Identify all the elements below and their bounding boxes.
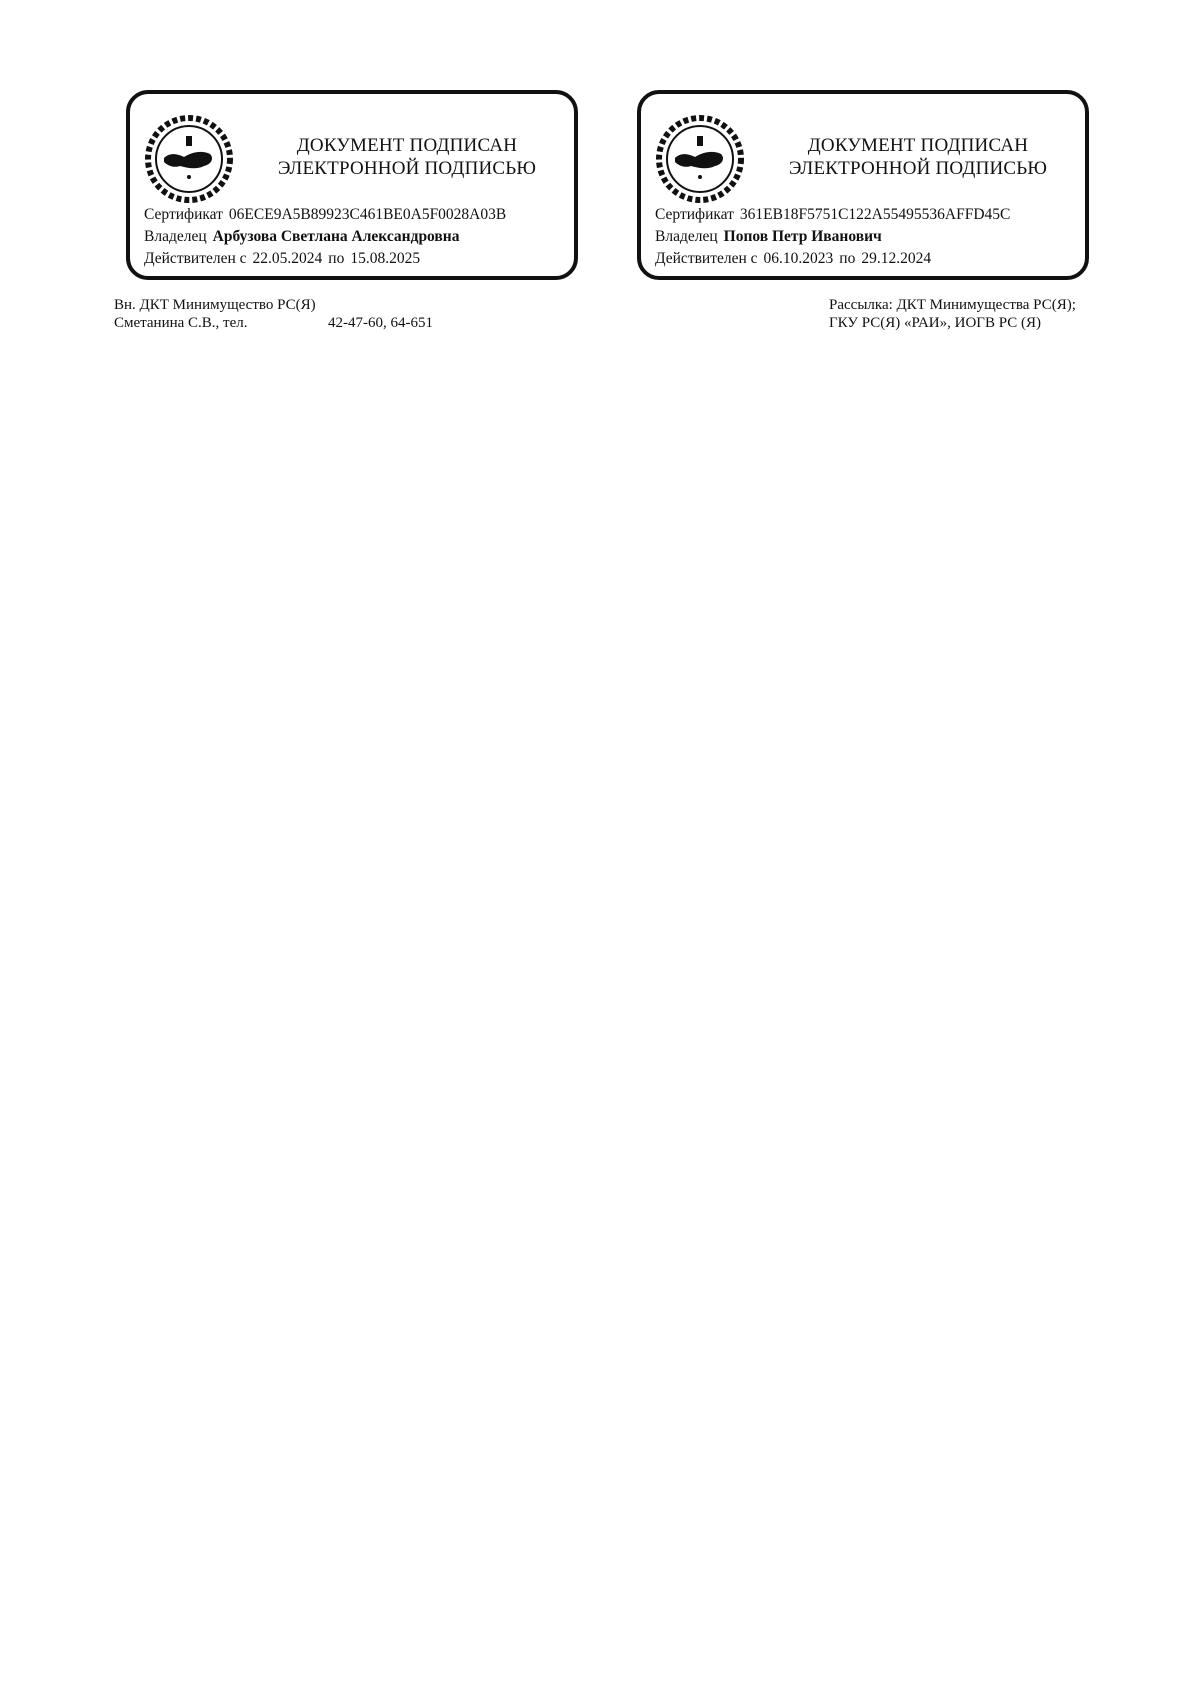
yakutia-coat-of-arms-icon (144, 114, 234, 204)
validity-line (144, 249, 420, 269)
validity-line (655, 249, 931, 269)
owner-label: Владелец (655, 228, 718, 245)
certificate-line (144, 205, 506, 225)
certificate-label: Сертификат (655, 206, 734, 223)
stamp-title-line2: ЭЛЕКТРОННОЙ ПОДПИСЬЮ (788, 158, 1048, 179)
stamp-title-line1: ДОКУМЕНТ ПОДПИСАН (807, 135, 1029, 156)
validity-label: Действителен с (655, 250, 758, 267)
certificate-line (655, 205, 1010, 225)
owner-line (655, 227, 882, 247)
executor-contact (114, 314, 433, 332)
stamp-title-line1: ДОКУМЕНТ ПОДПИСАН (296, 135, 518, 156)
valid-to-label: по (839, 250, 856, 267)
executor-block (114, 296, 433, 332)
distribution-line2: ГКУ РС(Я) «РАИ», ИОГВ РС (Я) (829, 315, 1041, 331)
stamp-title-line2: ЭЛЕКТРОННОЙ ПОДПИСЬЮ (277, 158, 537, 179)
signature-stamp (637, 90, 1089, 280)
owner-name: Арбузова Светлана Александровна (212, 228, 460, 245)
certificate-label: Сертификат (144, 206, 223, 223)
executor-department: Вн. ДКТ Минимущество РС(Я) (114, 297, 316, 313)
executor-phones: 42-47-60, 64-651 (328, 315, 433, 331)
certificate-value: 361EB18F5751C122A55495536AFFD45C (739, 206, 1011, 223)
owner-line (144, 227, 459, 247)
valid-to-label: по (328, 250, 345, 267)
valid-to: 29.12.2024 (861, 250, 932, 267)
valid-from: 22.05.2024 (252, 250, 323, 267)
owner-name: Попов Петр Иванович (723, 228, 882, 245)
signature-stamp (126, 90, 578, 280)
executor-name: Сметанина С.В., тел. (114, 315, 248, 331)
distribution-block (829, 296, 1076, 332)
certificate-value: 06ECE9A5B89923C461BE0A5F0028A03B (228, 206, 507, 223)
validity-label: Действителен с (144, 250, 247, 267)
distribution-line1: Рассылка: ДКТ Минимущества РС(Я); (829, 297, 1076, 313)
stamp-title (248, 134, 566, 180)
yakutia-coat-of-arms-icon (655, 114, 745, 204)
owner-label: Владелец (144, 228, 207, 245)
valid-to: 15.08.2025 (350, 250, 421, 267)
stamp-title (759, 134, 1077, 180)
valid-from: 06.10.2023 (763, 250, 834, 267)
